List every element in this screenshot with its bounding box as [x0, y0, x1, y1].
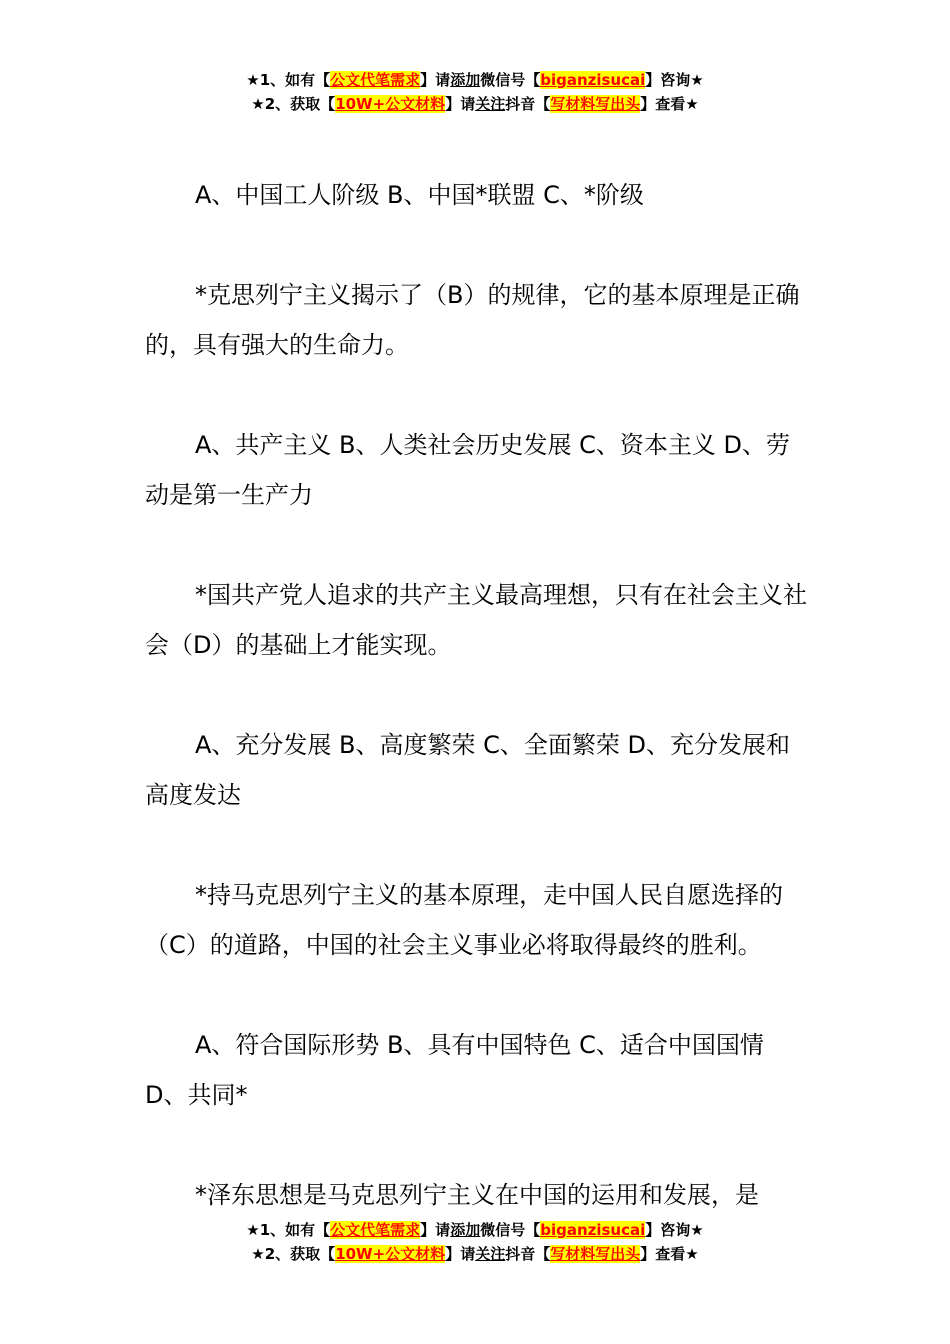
- banner-text: ★1、如有【: [246, 71, 331, 89]
- banner-underline: 添加: [450, 1221, 481, 1239]
- banner-text: 抖音【: [505, 1245, 551, 1263]
- banner-highlight: 写材料写出头: [550, 1245, 641, 1263]
- paragraph: *泽东思想是马克思列宁主义在中国的运用和发展，是: [195, 1181, 759, 1209]
- banner-text: 】咨询★: [645, 1221, 704, 1239]
- banner-highlight: biganzisucai: [540, 1221, 646, 1239]
- banner-line-2: [0, 92, 950, 116]
- banner-text: 】请: [420, 1221, 451, 1239]
- banner-highlight: 10W+公文材料: [335, 95, 446, 113]
- banner-underline: 关注: [475, 95, 506, 113]
- paragraph: *国共产党人追求的共产主义最高理想，只有在社会主义社会（D）的基础上才能实现。: [145, 581, 807, 659]
- banner-text: 抖音【: [505, 95, 551, 113]
- banner-line-2: [0, 1242, 950, 1266]
- banner-text: 】查看★: [640, 95, 699, 113]
- paragraph: A、充分发展 B、高度繁荣 C、全面繁荣 D、充分发展和高度发达: [145, 731, 791, 809]
- banner-underline: 添加: [450, 71, 481, 89]
- paragraph: A、符合国际形势 B、具有中国特色 C、适合中国国情 D、共同*: [145, 1031, 764, 1109]
- paragraph: *克思列宁主义揭示了（B）的规律，它的基本原理是正确的，具有强大的生命力。: [145, 281, 800, 359]
- banner-line-1: [0, 68, 950, 92]
- banner-text: 】请: [445, 95, 476, 113]
- banner-text: 】查看★: [640, 1245, 699, 1263]
- banner-text: ★2、获取【: [251, 95, 336, 113]
- banner-text: 】咨询★: [645, 71, 704, 89]
- banner-underline: 关注: [475, 1245, 506, 1263]
- paragraph: A、共产主义 B、人类社会历史发展 C、资本主义 D、劳动是第一生产力: [145, 431, 791, 509]
- paragraph: A、中国工人阶级 B、中国*联盟 C、*阶级: [195, 181, 644, 209]
- banner-line-1: [0, 1218, 950, 1242]
- paragraph: *持马克思列宁主义的基本原理，走中国人民自愿选择的（C）的道路，中国的社会主义事业必将取得最终的胜利。: [145, 881, 783, 959]
- banner-text: 】请: [420, 71, 451, 89]
- banner-text: 微信号【: [480, 1221, 541, 1239]
- banner-text: 】请: [445, 1245, 476, 1263]
- banner-highlight: biganzisucai: [540, 71, 646, 89]
- header-banner: [0, 68, 950, 116]
- banner-highlight: 10W+公文材料: [335, 1245, 446, 1263]
- banner-highlight: 写材料写出头: [550, 95, 641, 113]
- banner-highlight: 公文代笔需求: [330, 1221, 421, 1239]
- banner-text: ★2、获取【: [251, 1245, 336, 1263]
- document-body: [145, 170, 810, 1270]
- banner-text: ★1、如有【: [246, 1221, 331, 1239]
- footer-banner: [0, 1218, 950, 1266]
- banner-highlight: 公文代笔需求: [330, 71, 421, 89]
- banner-text: 微信号【: [480, 71, 541, 89]
